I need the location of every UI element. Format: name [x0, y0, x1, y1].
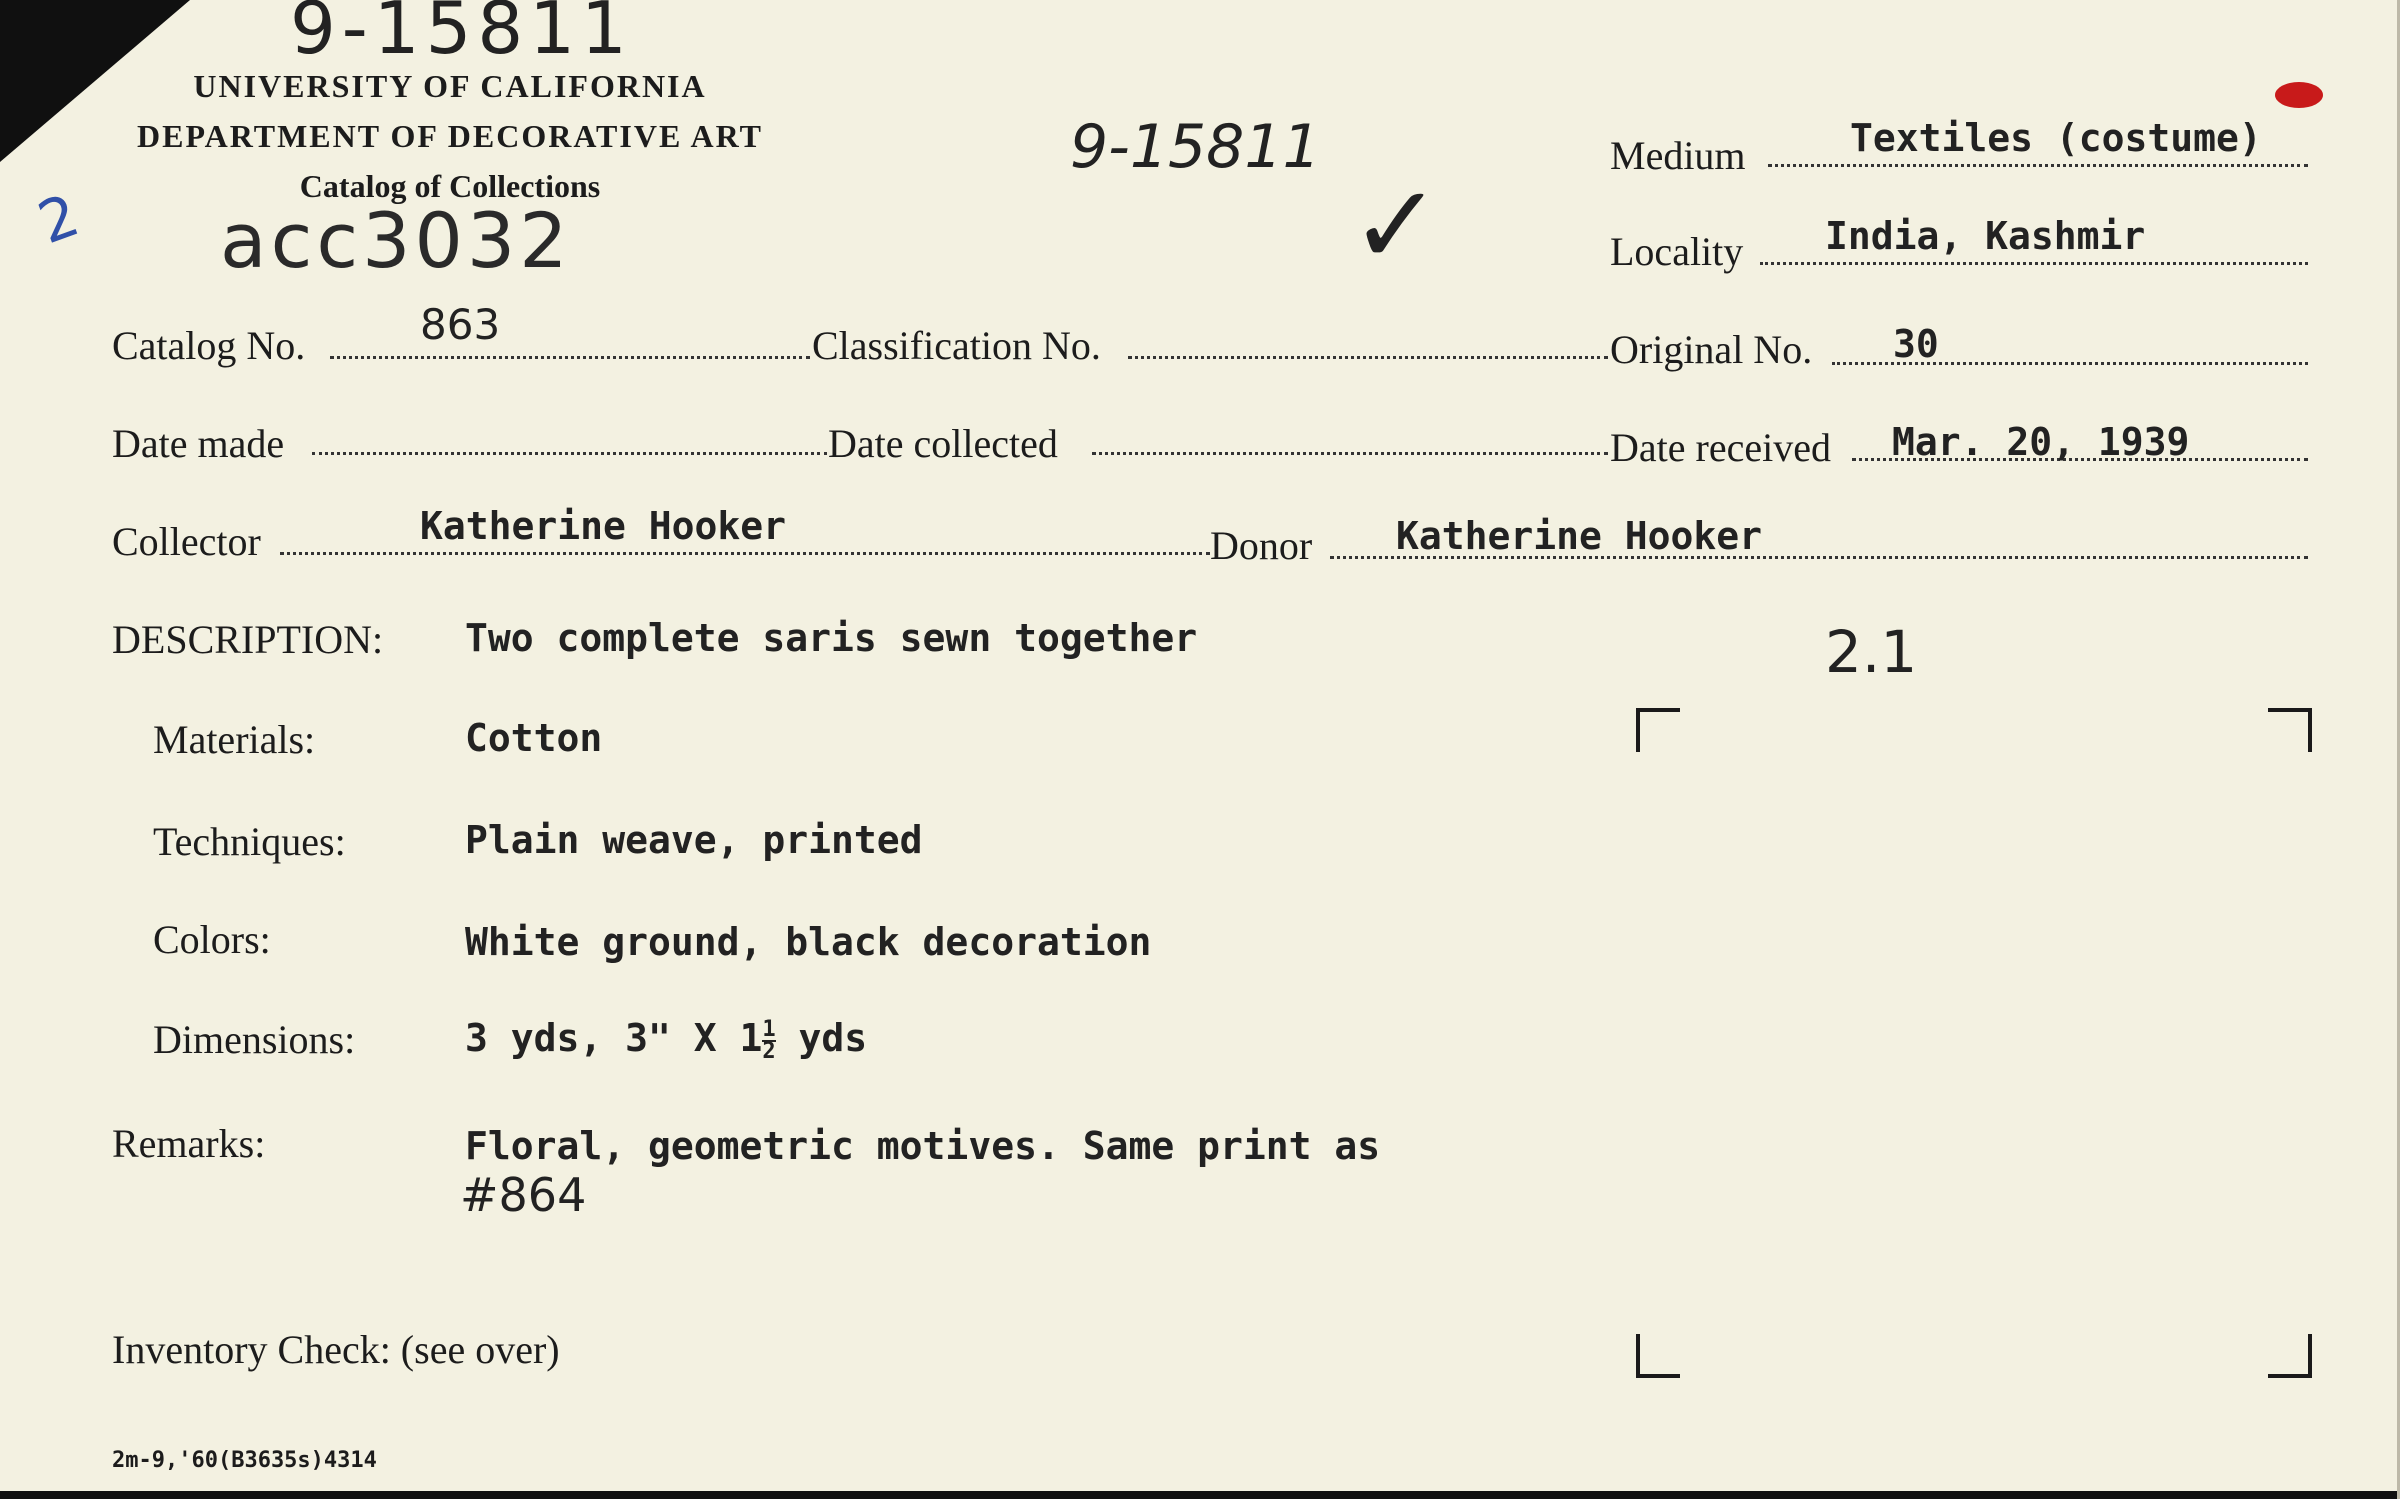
medium-line: [1768, 164, 2308, 167]
date-received-value: Mar. 20, 1939: [1892, 420, 2190, 464]
remarks-label: Remarks:: [112, 1121, 266, 1166]
original-no-value: 30: [1893, 322, 1939, 366]
date-made-line: [312, 452, 827, 455]
medium-value: Textiles (costume): [1850, 116, 2262, 160]
dimensions-fraction: [762, 1016, 776, 1064]
check-mark: ✓: [1350, 161, 1443, 289]
locality-line: [1760, 262, 2308, 265]
donor-value: Katherine Hooker: [1396, 514, 1763, 558]
collector-value: Katherine Hooker: [420, 504, 787, 548]
locality-value: India, Kashmir: [1825, 214, 2146, 258]
bracket-bottom-right: [2268, 1334, 2312, 1378]
original-no-label: Original No.: [1610, 327, 1813, 372]
dimensions-label: Dimensions:: [153, 1017, 356, 1062]
donor-label: Donor: [1210, 523, 1313, 568]
techniques-value: Plain weave, printed: [465, 818, 923, 862]
dimensions-value-unit: yds: [775, 1016, 868, 1060]
date-collected-label: Date collected: [828, 421, 1058, 466]
colors-label: Colors:: [153, 917, 271, 962]
materials-label: Materials:: [153, 717, 316, 762]
description-label: DESCRIPTION:: [112, 617, 384, 662]
catalog-no-value: 863: [420, 300, 501, 349]
print-code: 2m-9,'60(B3635s)4314: [112, 1448, 377, 1473]
classification-no-label: Classification No.: [812, 323, 1101, 368]
medium-label: Medium: [1610, 133, 1746, 178]
date-received-label: Date received: [1610, 425, 1831, 470]
bracket-bottom-left: [1636, 1334, 1680, 1378]
catalog-subtitle: Catalog of Collections: [299, 168, 601, 204]
bracket-top-right: [2268, 708, 2312, 752]
dimensions-value: [465, 1016, 867, 1062]
catalog-no-label: Catalog No.: [112, 323, 306, 368]
fraction-numerator: 1: [762, 1016, 776, 1042]
catalog-no-line: [330, 356, 810, 359]
mid-handwritten-number: 9-15811: [1070, 112, 1321, 182]
techniques-label: Techniques:: [153, 819, 346, 864]
classification-no-line: [1128, 356, 1608, 359]
accession-number: acc3032: [220, 196, 572, 285]
locality-label: Locality: [1610, 229, 1744, 274]
handwritten-2-1: 2.1: [1825, 618, 1918, 686]
red-marker-dot: [2275, 82, 2323, 108]
card-bottom-edge: [0, 1491, 2400, 1499]
top-handwritten-number: 9-15811: [290, 0, 633, 70]
institution-title: UNIVERSITY OF CALIFORNIA: [193, 68, 707, 104]
description-value: Two complete saris sewn together: [465, 616, 1198, 660]
fraction-denominator: 2: [762, 1038, 776, 1064]
date-collected-line: [1092, 452, 1608, 455]
collector-line: [280, 552, 1210, 555]
dimensions-value-main: 3 yds, 3" X 1: [465, 1016, 763, 1060]
remarks-handwritten-number: #864: [460, 1168, 587, 1222]
department-title: DEPARTMENT OF DECORATIVE ART: [137, 118, 763, 154]
inventory-check-label: Inventory Check: (see over): [112, 1327, 560, 1372]
date-made-label: Date made: [112, 421, 285, 466]
collector-label: Collector: [112, 519, 261, 564]
colors-value: White ground, black decoration: [465, 920, 1152, 964]
remarks-value: Floral, geometric motives. Same print as: [465, 1124, 1381, 1168]
bracket-top-left: [1636, 708, 1680, 752]
blue-handwritten-mark: 2: [29, 180, 88, 258]
materials-value: Cotton: [465, 716, 603, 760]
